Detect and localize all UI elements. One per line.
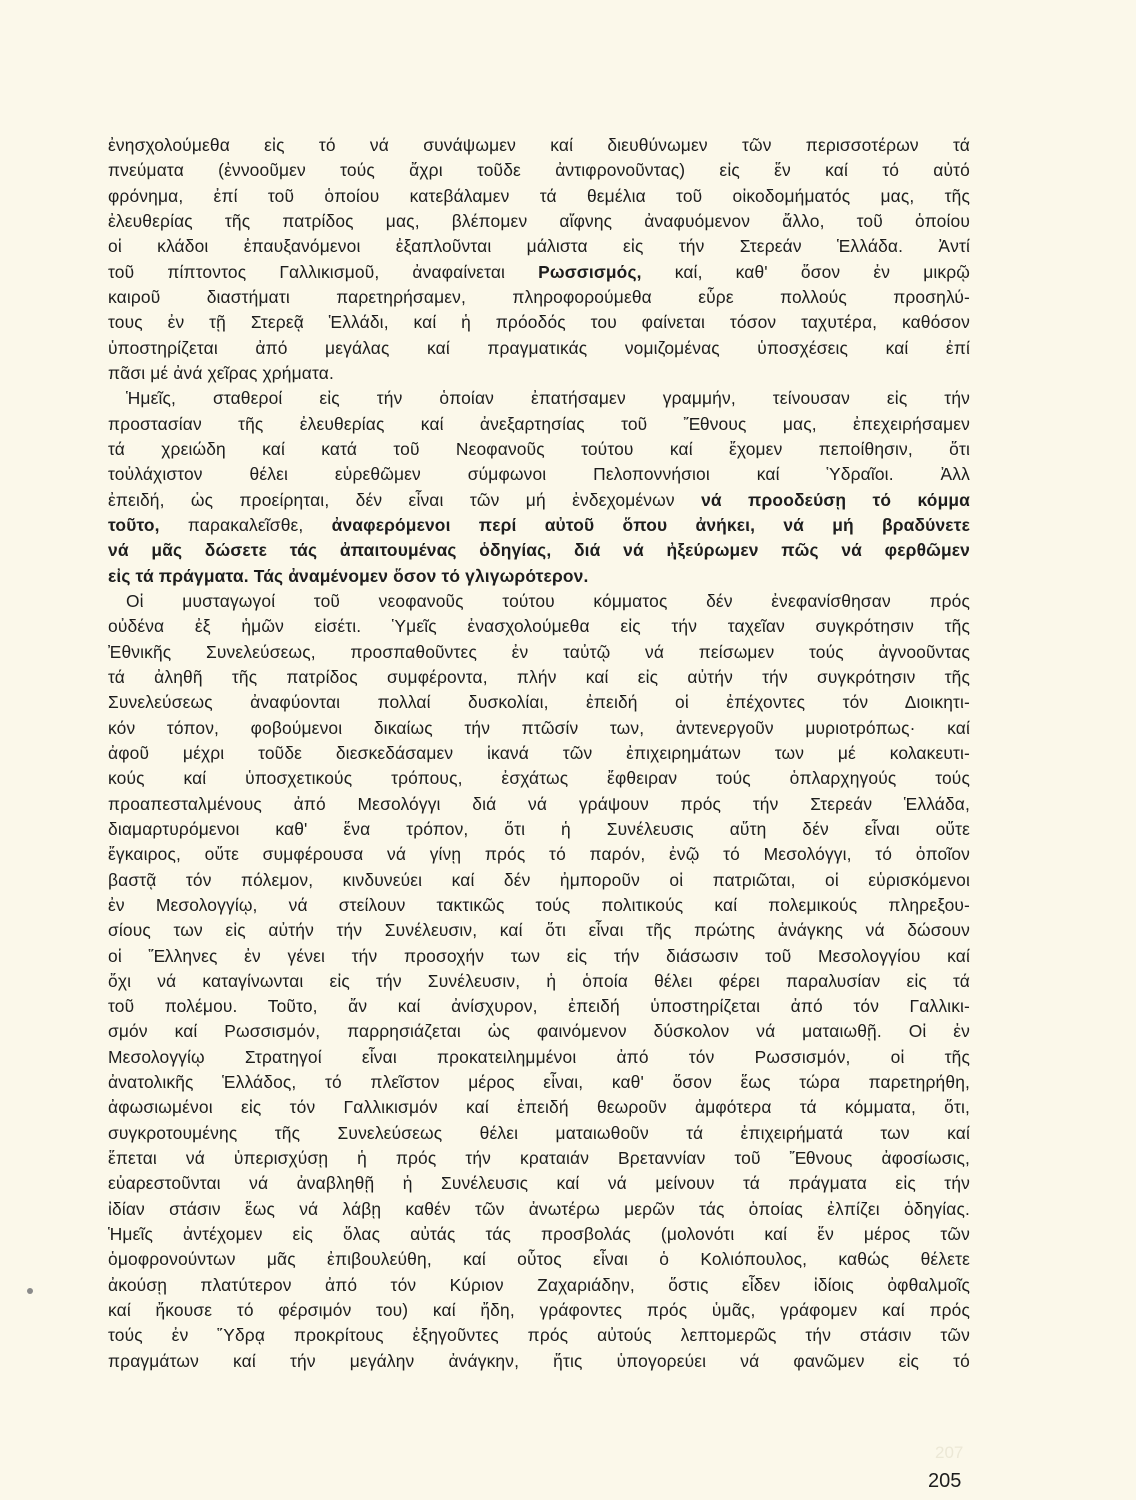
text-line bbox=[108, 488, 970, 513]
text-line bbox=[108, 1222, 970, 1247]
text-segment: Ἡμεῖς ἀντέχομεν εἰς ὅλας αὐτάς τάς προσβολάς (μολονότι καί ἕν μέρος τῶν bbox=[108, 1224, 970, 1245]
text-segment: καί ἤκουσε τό φέρσιμόν του) καί ἤδη, γράφοντες πρός ὑμᾶς, γράφομεν καί πρός bbox=[108, 1300, 970, 1321]
text-line bbox=[108, 285, 970, 310]
text-segment: καιροῦ διαστήματι παρετηρήσαμεν, πληροφορούμεθα εὗρε πολλούς προσηλύ- bbox=[108, 286, 970, 307]
text-line bbox=[108, 184, 970, 209]
text-segment: Συνελεύσεως ἀναφύονται πολλαί δυσκολίαι, ἐπειδή οἱ ἐπέχοντες τόν Διοικητι- bbox=[108, 692, 970, 713]
text-line bbox=[108, 1273, 970, 1298]
text-line bbox=[108, 817, 970, 842]
text-segment: συγκροτουμένης τῆς Συνελεύσεως θέλει ματαιωθοῦν τά ἐπιχειρήματά των καί bbox=[108, 1122, 970, 1143]
text-line bbox=[108, 1323, 970, 1348]
text-line bbox=[108, 1298, 970, 1323]
text-segment: ἀνατολικῆς Ἑλλάδος, τό πλεῖστον μέρος εἶναι, καθ' ὅσον ἕως τώρα παρετηρήθη, bbox=[108, 1072, 970, 1093]
text-segment: βαστᾷ τόν πόλεμον, κινδυνεύει καί δέν ἠμποροῦν οἱ πατριῶται, οἱ εὑρισκόμενοι bbox=[108, 869, 970, 890]
text-segment: ἀφωσιωμένοι εἰς τόν Γαλλικισμόν καί ἐπειδή θεωροῦν ἀμφότερα τά κόμματα, ὅτι, bbox=[108, 1097, 970, 1118]
text-segment: διαμαρτυρόμενοι καθ' ἕνα τρόπον, ὅτι ἡ Συνέλευσις αὕτη δέν εἶναι οὔτε bbox=[108, 818, 970, 839]
text-line bbox=[108, 260, 970, 285]
text-line bbox=[108, 842, 970, 867]
text-line bbox=[108, 513, 970, 538]
text-line bbox=[108, 437, 970, 462]
text-segment: Οἱ μυσταγωγοί τοῦ νεοφανοῦς τούτου κόμματος δέν ἐνεφανίσθησαν πρός bbox=[126, 590, 970, 611]
text-line bbox=[108, 944, 970, 969]
text-segment: οἱ Ἕλληνες ἐν γένει τήν προσοχήν των εἰς τήν διάσωσιν τοῦ Μεσολογγίου καί bbox=[108, 945, 970, 966]
text-segment: τοὐλάχιστον θέλει εὑρεθῶμεν σύμφωνοι Πελοποννήσιοι καί Ὑδραῖοι. Ἀλλ bbox=[108, 464, 970, 485]
text-line bbox=[108, 665, 970, 690]
text-segment: οὐδένα ἐξ ἡμῶν εἰσέτι. Ὑμεῖς ἐνασχολούμεθα εἰς τήν ταχεῖαν συγκρότησιν τῆς bbox=[108, 616, 970, 637]
text-segment: ἐλευθερίας τῆς πατρίδος μας, βλέπομεν αἴφνης ἀναφυόμενον ἄλλο, τοῦ ὁποίου bbox=[108, 210, 970, 231]
text-segment: ἔγκαιρος, οὔτε συμφέρουσα νά γίνῃ πρός τό παρόν, ἐνῷ τό Μεσολόγγι, τό ὁποῖον bbox=[108, 844, 970, 865]
text-line bbox=[108, 133, 970, 158]
text-line bbox=[108, 209, 970, 234]
text-segment: σίους των εἰς αὐτήν τήν Συνέλευσιν, καί ὅτι εἶναι τῆς πρώτης ἀνάγκης νά δώσουν bbox=[108, 920, 970, 941]
text-line bbox=[108, 412, 970, 437]
text-line bbox=[108, 1171, 970, 1196]
page-number: 205 bbox=[928, 1470, 962, 1492]
faint-stamp: 207 bbox=[935, 1443, 964, 1462]
text-segment: ἀκούσῃ πλατύτερον ἀπό τόν Κύριον Ζαχαριάδην, ὅστις εἶδεν ἰδίοις ὀφθαλμοῖς bbox=[108, 1274, 970, 1295]
text-segment: ἀφοῦ μέχρι τοῦδε διεσκεδάσαμεν ἱκανά τῶν ἐπιχειρημάτων των μέ κολακευτι- bbox=[108, 742, 970, 763]
text-line bbox=[108, 716, 970, 741]
text-line bbox=[108, 462, 970, 487]
text-segment: ἐν Μεσολογγίῳ, νά στείλουν τακτικῶς τούς πολιτικούς καί πολεμικούς πληρεξου- bbox=[108, 894, 970, 915]
text-segment: προαπεσταλμένους ἀπό Μεσολόγγι διά νά γράψουν πρός τήν Στερεάν Ἑλλάδα, bbox=[108, 793, 970, 814]
text-segment: Ἡμεῖς, σταθεροί εἰς τήν ὁποίαν ἐπατήσαμεν γραμμήν, τείνουσαν εἰς τήν bbox=[126, 388, 970, 409]
text-line bbox=[108, 564, 970, 589]
bold-text: νά μᾶς δώσετε τάς ἀπαιτουμένας ὁδηγίας, διά νά ἠξεύρωμεν πῶς νά φερθῶμεν bbox=[108, 540, 970, 561]
text-segment: τούς ἐν Ὕδρᾳ προκρίτους ἐξηγοῦντες πρός αὐτούς λεπτομερῶς τήν στάσιν τῶν bbox=[108, 1325, 970, 1346]
text-segment: τους ἐν τῇ Στερεᾷ Ἑλλάδι, καί ἡ πρόοδός του φαίνεται τόσον ταχυτέρα, καθόσον bbox=[108, 312, 970, 333]
margin-dot bbox=[27, 1288, 33, 1294]
text-line bbox=[108, 893, 970, 918]
text-segment: ἕπεται νά ὑπερισχύσῃ ἡ πρός τήν κραταιάν Βρεταννίαν τοῦ Ἔθνους ἀφοσίωσις, bbox=[108, 1148, 970, 1169]
text-segment: πᾶσι μέ ἀνά χεῖρας χρήματα. bbox=[108, 362, 334, 383]
text-line bbox=[108, 589, 970, 614]
text-segment: ἐνησχολούμεθα εἰς τό νά συνάψωμεν καί διευθύνωμεν τῶν περισσοτέρων τά bbox=[108, 135, 970, 155]
text-line bbox=[108, 741, 970, 766]
text-line bbox=[108, 994, 970, 1019]
body-text bbox=[108, 133, 970, 1374]
text-segment: Ἐθνικῆς Συνελεύσεως, προσπαθοῦντες ἐν ταὐτῷ νά πείσωμεν τούς ἀγνοοῦντας bbox=[108, 641, 970, 662]
bold-text: τοῦτο, bbox=[108, 514, 160, 535]
text-line bbox=[108, 1045, 970, 1070]
text-segment: εὐαρεστοῦνται νά ἀναβληθῇ ἡ Συνέλευσις καί νά μείνουν τά πράγματα εἰς τήν bbox=[108, 1173, 970, 1194]
bold-text: Ρωσσισμός, bbox=[538, 261, 642, 282]
text-segment: ὁμοφρονούντων μᾶς ἐπιβουλεύθη, καί οὗτος εἶναι ὁ Κολιόπουλος, καθώς θέλετε bbox=[108, 1249, 970, 1270]
text-segment: ἐπειδή, ὡς προείρηται, δέν εἶναι τῶν μή ἐνδεχομένων bbox=[108, 489, 702, 510]
text-line bbox=[108, 336, 970, 361]
text-line bbox=[108, 1070, 970, 1095]
text-line bbox=[108, 969, 970, 994]
text-segment: σμόν καί Ρωσσισμόν, παρρησιάζεται ὡς φαινόμενον δύσκολον νά ματαιωθῇ. Οἱ ἐν bbox=[108, 1021, 970, 1042]
text-segment: τά ἀληθῆ τῆς πατρίδος συμφέροντα, πλήν καί εἰς αὐτήν τήν συγκρότησιν τῆς bbox=[108, 666, 970, 687]
text-segment: Μεσολογγίῳ Στρατηγοί εἶναι προκατειλημμένοι ἀπό τόν Ρωσσισμόν, οἱ τῆς bbox=[108, 1046, 970, 1067]
text-line bbox=[108, 868, 970, 893]
text-line bbox=[108, 766, 970, 791]
text-line bbox=[108, 158, 970, 183]
text-line bbox=[108, 1095, 970, 1120]
bold-text: νά προοδεύσῃ τό κόμμα bbox=[701, 489, 970, 510]
text-segment: παρακαλεῖσθε, bbox=[159, 514, 332, 535]
text-line bbox=[108, 1019, 970, 1044]
text-line bbox=[108, 361, 970, 386]
text-line bbox=[108, 690, 970, 715]
text-line bbox=[108, 1121, 970, 1146]
text-line bbox=[108, 310, 970, 335]
text-line bbox=[108, 1197, 970, 1222]
text-segment: κούς καί ὑποσχετικούς τρόπους, ἐσχάτως ἔφθειραν τούς ὁπλαρχηγούς τούς bbox=[108, 768, 970, 789]
bold-text: ἀναφερόμενοι περί αὐτοῦ ὅπου ἀνήκει, νά μή βραδύνετε bbox=[331, 514, 970, 535]
text-line bbox=[108, 234, 970, 259]
bold-text: εἰς τά πράγματα. Τάς ἀναμένομεν ὅσον τό γλιγωρότερον. bbox=[108, 565, 589, 586]
text-segment: τοῦ πίπτοντος Γαλλικισμοῦ, ἀναφαίνεται bbox=[108, 261, 539, 282]
text-segment: τοῦ πολέμου. Τοῦτο, ἄν καί ἀνίσχυρον, ἐπειδή ὑποστηρίζεται ἀπό τόν Γαλλικι- bbox=[108, 996, 970, 1017]
text-segment: πνεύματα (ἐννοοῦμεν τούς ἄχρι τοῦδε ἀντιφρονοῦντας) εἰς ἕν καί τό αὐτό bbox=[108, 160, 970, 181]
text-segment: κόν τόπον, φοβούμενοι δικαίως τήν πτῶσίν των, ἀντενεργοῦν μυριοτρόπως· καί bbox=[108, 717, 970, 738]
text-segment: οἱ κλάδοι ἐπαυξανόμενοι ἐξαπλοῦνται μάλιστα εἰς τήν Στερεάν Ἑλλάδα. Ἀντί bbox=[108, 236, 970, 257]
text-line bbox=[108, 792, 970, 817]
text-segment: προστασίαν τῆς ἐλευθερίας καί ἀνεξαρτησίας τοῦ Ἔθνους μας, ἐπεχειρήσαμεν bbox=[108, 413, 970, 434]
text-line bbox=[108, 1247, 970, 1272]
text-line bbox=[108, 614, 970, 639]
text-segment: ὄχι νά καταγίνωνται εἰς τήν Συνέλευσιν, ἡ ὁποία θέλει φέρει παραλυσίαν εἰς τά bbox=[108, 970, 970, 991]
text-segment: καί, καθ' ὅσον ἐν μικρῷ bbox=[641, 261, 970, 282]
text-segment: πραγμάτων καί τήν μεγάλην ἀνάγκην, ἥτις ὑπογορεύει νά φανῶμεν εἰς τό bbox=[108, 1350, 970, 1371]
text-line bbox=[108, 640, 970, 665]
text-line bbox=[108, 386, 970, 411]
text-line bbox=[108, 538, 970, 563]
text-segment: ἰδίαν στάσιν ἕως νά λάβῃ καθέν τῶν ἀνωτέρω μερῶν τάς ὁποίας ἐλπίζει ὁδηγίας. bbox=[108, 1198, 970, 1219]
text-segment: τά χρειώδη καί κατά τοῦ Νεοφανοῦς τούτου καί ἔχομεν πεποίθησιν, ὅτι bbox=[108, 438, 970, 459]
text-line bbox=[108, 1146, 970, 1171]
text-line bbox=[108, 918, 970, 943]
text-segment: ὑποστηρίζεται ἀπό μεγάλας καί πραγματικάς νομιζομένας ὑποσχέσεις καί ἐπί bbox=[108, 337, 970, 358]
text-line bbox=[108, 1349, 970, 1374]
text-segment: φρόνημα, ἐπί τοῦ ὁποίου κατεβάλαμεν τά θεμέλια τοῦ οἰκοδομήματός μας, τῆς bbox=[108, 185, 970, 206]
